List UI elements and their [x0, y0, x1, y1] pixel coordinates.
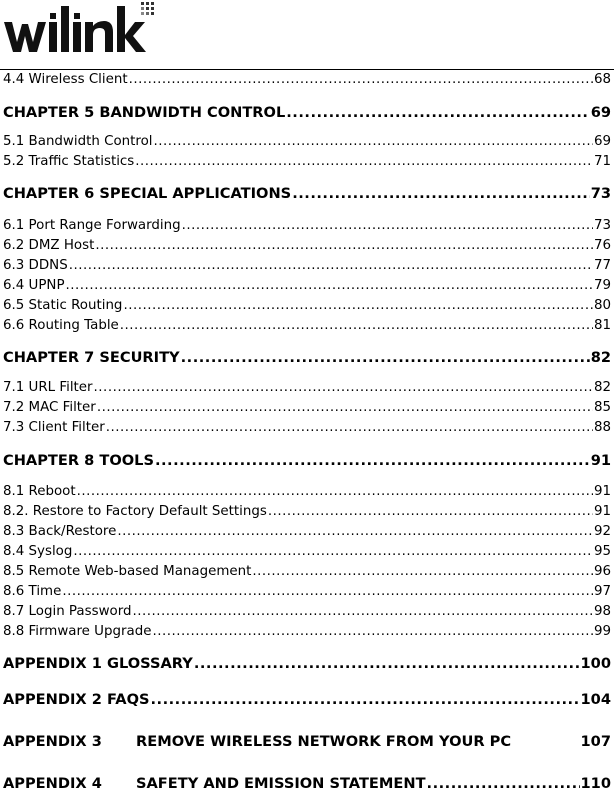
- toc-chapter-entry[interactable]: [3, 773, 611, 795]
- toc-entry-title: 8.8 Firmware Upgrade: [3, 624, 152, 639]
- toc-entry-title: APPENDIX 1 GLOSSARY: [3, 655, 193, 672]
- toc-entry-title: [3, 773, 426, 795]
- toc-section-entry[interactable]: [3, 583, 611, 601]
- toc-entry-title: 6.5 Static Routing: [3, 298, 123, 313]
- toc-page-number: 82: [590, 349, 611, 366]
- toc-dot-leader: [427, 773, 580, 795]
- toc-page-number: 107: [580, 733, 611, 750]
- toc-page-number: 82: [593, 380, 611, 395]
- toc-page-number: 73: [593, 218, 611, 233]
- toc-dot-leader: [62, 583, 593, 601]
- toc-page-number: 96: [593, 564, 611, 579]
- toc-section-entry[interactable]: [3, 523, 611, 541]
- toc-entry-title: 8.7 Login Password: [3, 604, 132, 619]
- toc-dot-leader: [151, 689, 580, 711]
- toc-dot-leader: [252, 563, 593, 581]
- toc-page-number: 76: [593, 238, 611, 253]
- toc-section-entry[interactable]: [3, 563, 611, 581]
- toc-page-number: 69: [593, 134, 611, 149]
- toc-section-entry[interactable]: [3, 153, 611, 171]
- toc-page-number: 91: [593, 504, 611, 519]
- wilink-logo-mark: [2, 0, 154, 58]
- toc-section-entry[interactable]: [3, 71, 611, 89]
- toc-entry-title: 8.5 Remote Web-based Management: [3, 564, 252, 579]
- toc-entry-title: 8.3 Back/Restore: [3, 524, 117, 539]
- toc-page-number: 81: [593, 318, 611, 333]
- toc-entry-title: 6.2 DMZ Host: [3, 238, 95, 253]
- toc-dot-leader: [123, 297, 593, 315]
- toc-entry-title: CHAPTER 7 SECURITY: [3, 349, 180, 366]
- toc-dot-leader: [154, 133, 593, 151]
- toc-entry-title: 7.1 URL Filter: [3, 380, 93, 395]
- toc-section-entry[interactable]: [3, 623, 611, 641]
- toc-page-number: 73: [590, 185, 611, 202]
- toc-dot-leader: [182, 217, 593, 235]
- toc-dot-leader: [66, 277, 593, 295]
- toc-dot-leader: [120, 317, 593, 335]
- toc-section-entry[interactable]: [3, 257, 611, 275]
- toc-entry-title-text: REMOVE WIRELESS NETWORK FROM YOUR PC: [136, 733, 512, 750]
- toc-dot-leader: [135, 153, 593, 171]
- toc-entry-title: 8.4 Syslog: [3, 544, 73, 559]
- toc-page-number: 98: [593, 604, 611, 619]
- toc-dot-leader: [73, 543, 593, 561]
- toc-page-number: 69: [590, 104, 611, 121]
- toc-dot-leader: [77, 483, 593, 501]
- toc-entry-title: 6.1 Port Range Forwarding: [3, 218, 181, 233]
- toc-section-entry[interactable]: [3, 237, 611, 255]
- toc-page-number: 80: [593, 298, 611, 313]
- toc-page-number: 99: [593, 624, 611, 639]
- toc-page-number: 91: [590, 452, 611, 469]
- toc-section-entry[interactable]: [3, 419, 611, 437]
- toc-page-number: 110: [580, 775, 611, 792]
- toc-entry-title: 8.1 Reboot: [3, 484, 76, 499]
- toc-chapter-entry[interactable]: [3, 183, 611, 205]
- toc-entry-title: CHAPTER 8 TOOLS: [3, 452, 154, 469]
- toc-entry-title: 8.6 Time: [3, 584, 62, 599]
- toc-dot-leader: [94, 379, 593, 397]
- toc-section-entry[interactable]: [3, 399, 611, 417]
- toc-entry-title: 7.2 MAC Filter: [3, 400, 96, 415]
- toc-entry-title: 6.6 Routing Table: [3, 318, 119, 333]
- toc-page-number: 100: [580, 655, 611, 672]
- toc-chapter-entry[interactable]: [3, 653, 611, 675]
- toc-dot-leader: [95, 237, 593, 255]
- toc-page-number: 77: [593, 258, 611, 273]
- toc-dot-leader: [268, 503, 593, 521]
- toc-entry-title: 4.4 Wireless Client: [3, 72, 128, 87]
- toc-page-number: 68: [593, 72, 611, 87]
- toc-section-entry[interactable]: [3, 543, 611, 561]
- toc-section-entry[interactable]: [3, 297, 611, 315]
- toc-dot-leader: [97, 399, 593, 417]
- toc-chapter-entry[interactable]: [3, 731, 611, 753]
- toc-entry-title: 5.2 Traffic Statistics: [3, 154, 135, 169]
- toc-page-number: 91: [593, 484, 611, 499]
- toc-dot-leader: [69, 257, 593, 275]
- toc-chapter-entry[interactable]: [3, 450, 611, 472]
- toc-dot-leader: [292, 183, 590, 205]
- toc-page-number: 97: [593, 584, 611, 599]
- toc-page-number: 88: [593, 420, 611, 435]
- toc-chapter-entry[interactable]: [3, 347, 611, 369]
- toc-section-entry[interactable]: [3, 217, 611, 235]
- toc-section-entry[interactable]: [3, 317, 611, 335]
- toc-chapter-entry[interactable]: [3, 689, 611, 711]
- toc-entry-title: CHAPTER 6 SPECIAL APPLICATIONS: [3, 185, 292, 202]
- toc-page-number: 79: [593, 278, 611, 293]
- toc-dot-leader: [132, 603, 592, 621]
- toc-entry-title: 6.4 UPNP: [3, 278, 65, 293]
- toc-section-entry[interactable]: [3, 483, 611, 501]
- toc-entry-title: CHAPTER 5 BANDWIDTH CONTROL: [3, 104, 286, 121]
- toc-dot-leader: [129, 71, 593, 89]
- toc-entry-prefix: APPENDIX 4: [3, 775, 102, 792]
- toc-page-number: 95: [593, 544, 611, 559]
- toc-dot-leader: [155, 450, 590, 472]
- toc-dot-leader: [152, 623, 593, 641]
- toc-dot-leader: [106, 419, 593, 437]
- toc-entry-prefix: APPENDIX 3: [3, 733, 102, 750]
- toc-dot-leader: [181, 347, 590, 369]
- toc-entry-title: [3, 731, 511, 753]
- wilink-logo: [2, 0, 154, 58]
- toc-page-number: 85: [593, 400, 611, 415]
- toc-dot-leader: [194, 653, 580, 675]
- toc-section-entry[interactable]: [3, 503, 611, 521]
- toc-entry-title: 7.3 Client Filter: [3, 420, 105, 435]
- toc-page-number: 92: [593, 524, 611, 539]
- toc-page-number: 71: [593, 154, 611, 169]
- toc-section-entry[interactable]: [3, 379, 611, 397]
- toc-chapter-entry[interactable]: [3, 102, 611, 124]
- toc-entry-title: 5.1 Bandwidth Control: [3, 134, 153, 149]
- toc-entry-title: 8.2. Restore to Factory Default Settings: [3, 504, 267, 519]
- toc-section-entry[interactable]: [3, 603, 611, 621]
- toc-dot-leader: [117, 523, 593, 541]
- toc-entry-title-text: SAFETY AND EMISSION STATEMENT: [136, 775, 426, 792]
- toc-dot-leader: [286, 102, 589, 124]
- toc-entry-title: 6.3 DDNS: [3, 258, 68, 273]
- toc-section-entry[interactable]: [3, 133, 611, 151]
- toc-page-number: 104: [580, 691, 611, 708]
- header-rule: [0, 69, 614, 70]
- toc-entry-title: APPENDIX 2 FAQS: [3, 691, 150, 708]
- toc-section-entry[interactable]: [3, 277, 611, 295]
